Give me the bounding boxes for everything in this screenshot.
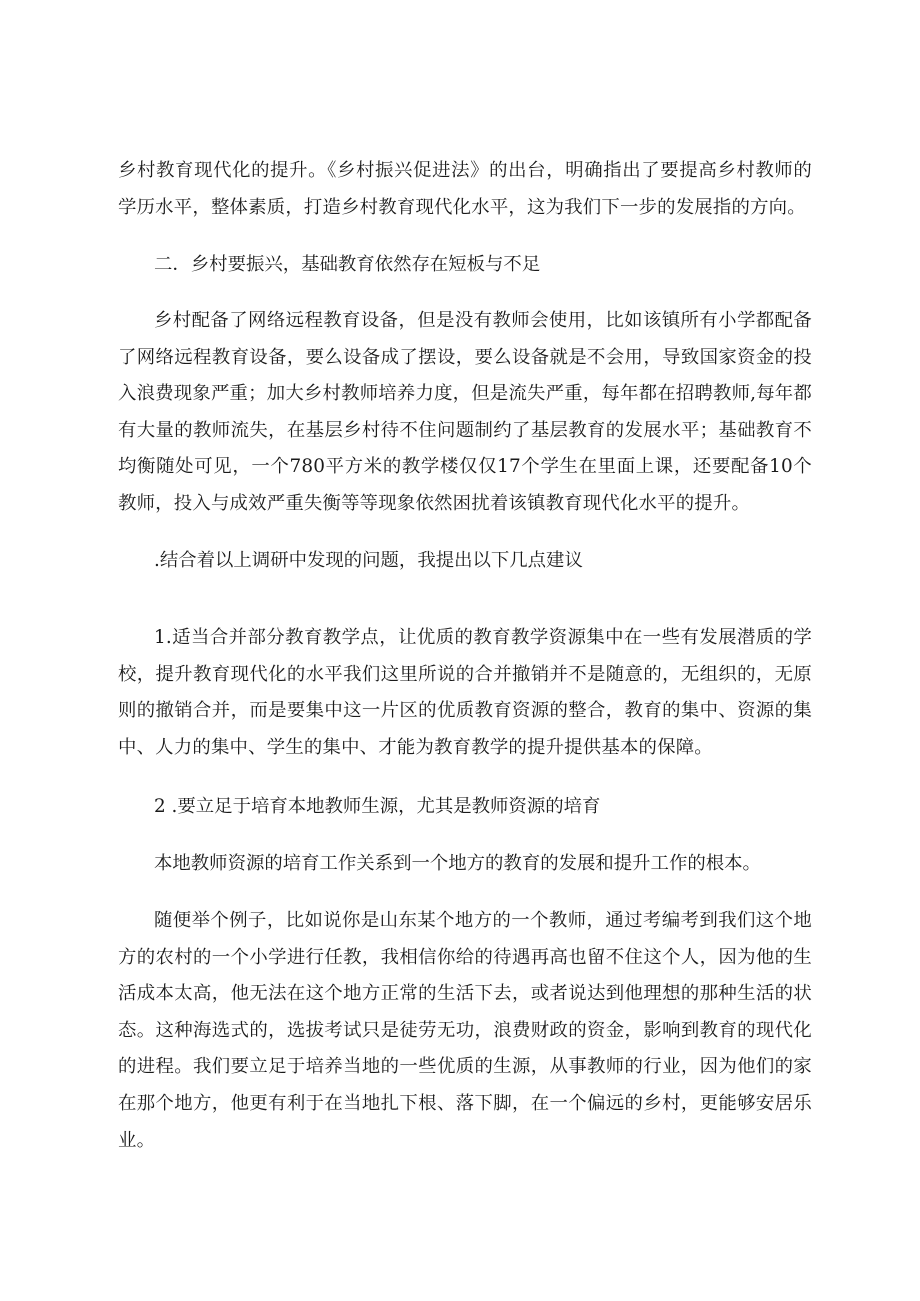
- section-heading-2: 二．乡村要振兴，基础教育依然存在短板与不足: [154, 254, 541, 275]
- paragraph-example: 随便举个例子，比如说你是山东某个地方的一个教师，通过考编考到我们这个地方的农村的一个小学进行任教，我相信你给的待遇再高也留不住这个人，因为他的生活成本太高，他无法在这个地方正常的生活下去，或者说达到他理想的那种生活的状态。这种海选式的，选拔考试只是徒劳无功，浪费财政的资金，影响到教育的现代化的进程。我们要立足于培养当地的一些优质的生源，从事教师的行业，因为他们的家在那个地方，他更有利于在当地扎下根、落下脚，在一个偏远的乡村，更能够安居乐业。: [118, 910, 812, 1151]
- paragraph-section-2: 乡村配备了网络远程教育设备，但是没有教师会使用，比如该镇所有小学都配备了网络远程教育设备，要么设备成了摆设，要么设备就是不会用，导致国家资金的投入浪费现象严重；加大乡村教师培养力度，但是流失严重，每年都在招聘教师,每年都有大量的教师流失，在基层乡村待不住问题制约了基层教育的发展水平；基础教育不均衡随处可见，一个780平方米的教学楼仅仅17个学生在里面上课，还要配备10个教师，投入与成效严重失衡等等现象依然困扰着该镇教育现代化水平的提升。: [118, 310, 812, 514]
- paragraph-continuation: 乡村教育现代化的提升。《乡村振兴促进法》的出台，明确指出了要提高乡村教师的学历水平，整体素质，打造乡村教育现代化水平，这为我们下一步的发展指的方向。: [118, 160, 812, 218]
- paragraph-suggestion-1: 1.适当合并部分教育教学点，让优质的教育教学资源集中在一些有发展潜质的学校，提升教育现代化的水平我们这里所说的合并撤销并不是随意的，无组织的，无原则的撤销合并，而是要集中这一片区的优质教育资源的整合，教育的集中、资源的集中、人力的集中、学生的集中、才能为教育教学的提升提供基本的保障。: [118, 627, 812, 758]
- suggestion-heading-2: 2 .要立足于培育本地教师生源，尤其是教师资源的培育: [154, 796, 601, 817]
- section-heading-3: .结合着以上调研中发现的问题，我提出以下几点建议: [154, 550, 583, 571]
- paragraph-local-teachers: 本地教师资源的培育工作关系到一个地方的教育的发展和提升工作的根本。: [154, 853, 761, 874]
